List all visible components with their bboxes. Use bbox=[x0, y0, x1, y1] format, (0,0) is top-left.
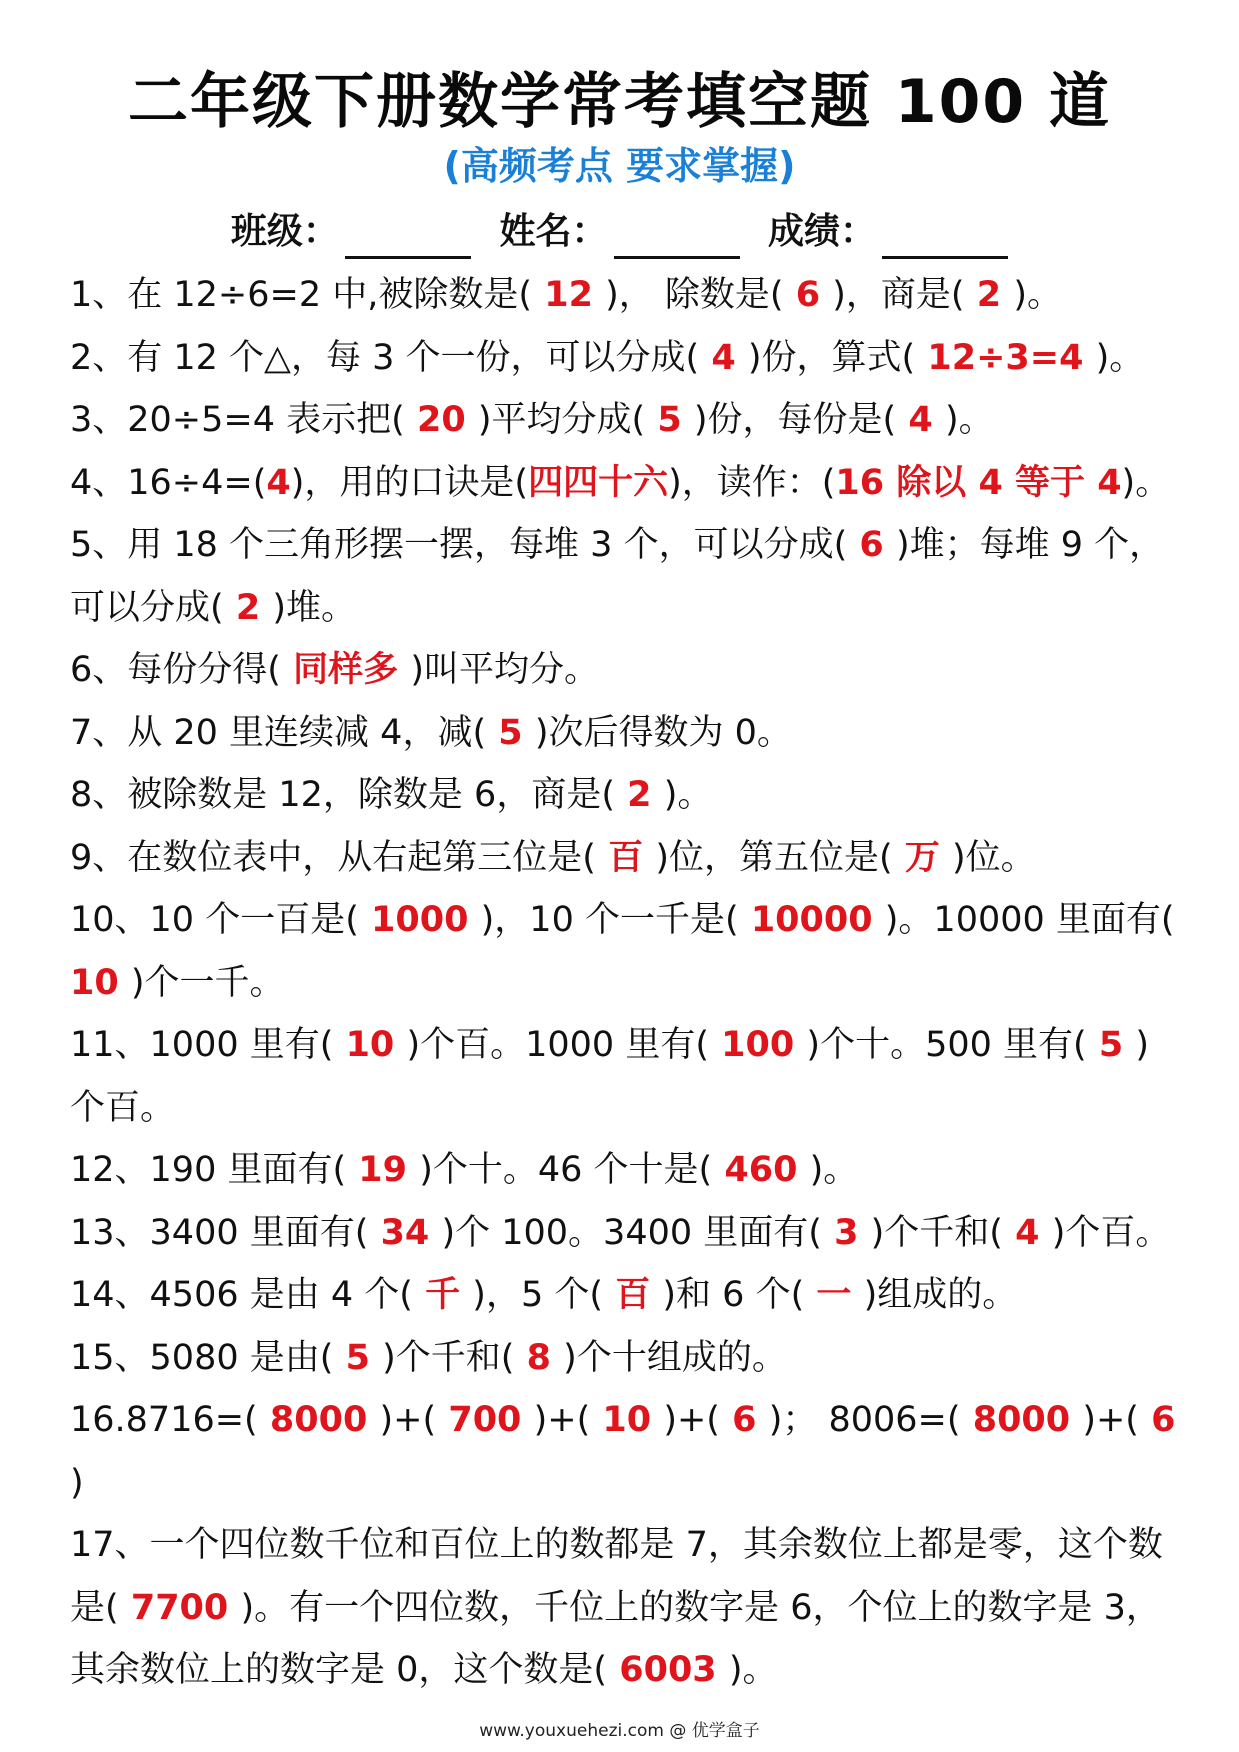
answer-text: 5 bbox=[645, 400, 694, 440]
question-text: )。 bbox=[728, 1650, 778, 1690]
question-text: )+( bbox=[1082, 1400, 1139, 1440]
question-text: 13、3400 里面有( bbox=[70, 1212, 369, 1253]
question-text: )+( bbox=[533, 1400, 591, 1440]
question-item bbox=[70, 1014, 1180, 1139]
answer-text: 10 bbox=[70, 962, 131, 1003]
question-text: 6、每份分得( bbox=[70, 650, 281, 690]
question-text: )次后得数为 0。 bbox=[534, 712, 792, 753]
question-text: )叫平均分。 bbox=[410, 650, 599, 690]
answer-text: 700 bbox=[436, 1400, 534, 1440]
question-text: )，读作：( bbox=[668, 462, 836, 503]
question-text: )份，每份是( bbox=[693, 400, 897, 440]
question-text: )。 bbox=[1095, 337, 1145, 378]
question-item bbox=[70, 1327, 1180, 1390]
question-text: 12、190 里面有( bbox=[70, 1150, 347, 1190]
question-item bbox=[70, 327, 1180, 390]
question-text: ) bbox=[70, 1462, 84, 1503]
answer-text: 4 bbox=[699, 337, 748, 378]
answer-text: 同样多 bbox=[280, 650, 411, 690]
question-item bbox=[70, 1139, 1180, 1202]
answer-text: 6 bbox=[1138, 1400, 1176, 1440]
question-text: )，用的口诀是( bbox=[290, 462, 529, 503]
question-text: )个百。 bbox=[1051, 1212, 1171, 1253]
question-text: )堆；每堆 9 个，可以分成( bbox=[70, 525, 1165, 628]
answer-text: 12 bbox=[532, 275, 606, 315]
answer-text: 4 bbox=[1002, 1212, 1052, 1253]
answer-text: 万 bbox=[892, 837, 952, 878]
question-item bbox=[70, 764, 1180, 827]
question-text: )组成的。 bbox=[863, 1275, 1018, 1315]
answer-text: 4 bbox=[896, 400, 945, 440]
footer-watermark: www.youxuehezi.com @ 优学盒子 bbox=[479, 1721, 760, 1741]
question-text: )平均分成( bbox=[477, 400, 646, 440]
answer-text: 6003 bbox=[607, 1650, 729, 1690]
answer-text: 5 bbox=[333, 1337, 383, 1378]
answer-text: 千 bbox=[412, 1275, 473, 1315]
answer-text: 8000 bbox=[257, 1400, 380, 1440]
answer-text: 5 bbox=[486, 712, 535, 753]
question-text: )，10 个一千是( bbox=[480, 900, 739, 940]
answer-text: 19 bbox=[346, 1150, 420, 1190]
question-text: 17、一个四位数千位和百位上的数都是 7，其余数位上都是零，这个数是( bbox=[70, 1525, 1163, 1628]
question-text: )位，第五位是( bbox=[655, 837, 893, 878]
student-info-fields bbox=[0, 205, 1239, 259]
question-item bbox=[70, 702, 1180, 765]
answer-text: 20 bbox=[404, 400, 478, 440]
name-label: 姓名： bbox=[499, 211, 608, 252]
question-text: 3、20÷5=4 表示把( bbox=[70, 400, 405, 440]
question-text: )个一千。 bbox=[130, 962, 285, 1003]
question-text: )。 bbox=[1013, 275, 1062, 315]
question-item bbox=[70, 889, 1180, 1014]
name-field bbox=[499, 205, 739, 259]
answer-text: 四四十六 bbox=[528, 462, 669, 503]
question-item bbox=[70, 514, 1180, 639]
answer-text: 16 除以 4 等于 4 bbox=[835, 462, 1122, 503]
question-item bbox=[70, 452, 1180, 515]
answer-text: 8000 bbox=[960, 1400, 1083, 1440]
question-item bbox=[70, 1264, 1180, 1327]
question-item bbox=[70, 1202, 1180, 1265]
question-text: 10、10 个一百是( bbox=[70, 900, 359, 940]
answer-text: 6 bbox=[847, 525, 896, 565]
answer-text: 100 bbox=[708, 1025, 807, 1065]
answer-text: 10 bbox=[333, 1025, 407, 1065]
class-field bbox=[231, 205, 471, 259]
question-text: )个百。1000 里有( bbox=[406, 1025, 709, 1065]
question-text: )。 bbox=[1121, 462, 1171, 503]
name-blank[interactable] bbox=[614, 216, 740, 259]
question-text: )堆。 bbox=[272, 587, 357, 628]
question-text: )个千和( bbox=[870, 1212, 1003, 1253]
answer-text: 2 bbox=[614, 775, 664, 815]
question-text: 7、从 20 里连续减 4，减( bbox=[70, 712, 487, 753]
answer-text: 1000 bbox=[358, 900, 481, 940]
question-text: 2、有 12 个△，每 3 个一份，可以分成( bbox=[70, 337, 700, 378]
score-field bbox=[768, 205, 1008, 259]
question-text: )，商是( bbox=[832, 275, 965, 315]
page-subtitle: (高频考点 要求掌握) bbox=[443, 144, 796, 188]
answer-text: 7700 bbox=[118, 1587, 241, 1628]
question-text: )； 8006=( bbox=[768, 1400, 961, 1440]
class-label: 班级： bbox=[230, 211, 339, 252]
question-item bbox=[70, 1389, 1180, 1514]
question-text: )个百。 bbox=[70, 1025, 1150, 1128]
question-text: )个千和( bbox=[382, 1337, 515, 1378]
question-text: )， 除数是( bbox=[605, 275, 784, 315]
question-item bbox=[70, 1514, 1180, 1702]
answer-text: 4 bbox=[266, 462, 291, 503]
question-text: )个十。500 里有( bbox=[806, 1025, 1087, 1065]
answer-text: 3 bbox=[821, 1212, 871, 1253]
answer-text: 6 bbox=[719, 1400, 769, 1440]
answer-text: 6 bbox=[783, 275, 833, 315]
answer-text: 一 bbox=[804, 1275, 864, 1315]
question-text: 8、被除数是 12，除数是 6，商是( bbox=[70, 775, 615, 815]
answer-text: 12÷3=4 bbox=[915, 337, 1096, 378]
question-text: 15、5080 是由( bbox=[70, 1337, 334, 1378]
page-title: 二年级下册数学常考填空题 100 道 bbox=[127, 67, 1112, 137]
answer-text: 百 bbox=[595, 837, 656, 878]
question-text: )。 bbox=[809, 1150, 859, 1190]
question-text: 11、1000 里有( bbox=[70, 1025, 334, 1065]
answer-text: 460 bbox=[712, 1150, 810, 1190]
answer-text: 百 bbox=[603, 1275, 663, 1315]
question-item bbox=[70, 389, 1180, 452]
question-text: )份，算式( bbox=[747, 337, 916, 378]
question-item bbox=[70, 827, 1180, 890]
question-text: )位。 bbox=[952, 837, 1036, 878]
answer-text: 5 bbox=[1086, 1025, 1136, 1065]
question-text: 4、16÷4=( bbox=[70, 462, 267, 503]
question-text: )。10000 里面有( bbox=[884, 900, 1175, 940]
question-text: 1、在 12÷6=2 中,被除数是( bbox=[70, 275, 533, 315]
question-text: )。 bbox=[663, 775, 713, 815]
question-text: )+( bbox=[379, 1400, 437, 1440]
question-text: 5、用 18 个三角形摆一摆，每堆 3 个，可以分成( bbox=[70, 525, 848, 565]
question-text: 9、在数位表中，从右起第三位是( bbox=[70, 837, 596, 878]
class-blank[interactable] bbox=[345, 216, 471, 259]
question-text: )+( bbox=[663, 1400, 720, 1440]
answer-text: 34 bbox=[368, 1212, 442, 1253]
question-text: )个十组成的。 bbox=[563, 1337, 787, 1378]
question-text: )和 6 个( bbox=[662, 1275, 805, 1315]
answer-text: 8 bbox=[514, 1337, 564, 1378]
question-text: )。有一个四位数，千位上的数字是 6，个位上的数字是 3，其余数位上的数字是 0，这个数是( bbox=[70, 1587, 1161, 1690]
question-text: )个 100。3400 里面有( bbox=[441, 1212, 822, 1253]
score-blank[interactable] bbox=[882, 216, 1008, 259]
question-item bbox=[70, 639, 1180, 702]
answer-text: 2 bbox=[223, 587, 273, 628]
question-text: )。 bbox=[944, 400, 994, 440]
question-item bbox=[70, 264, 1180, 327]
question-text: 14、4506 是由 4 个( bbox=[70, 1275, 413, 1315]
score-label: 成绩： bbox=[768, 211, 877, 252]
question-text: 16.8716=( bbox=[70, 1400, 258, 1440]
question-list bbox=[70, 264, 1180, 1702]
question-text: )，5 个( bbox=[472, 1275, 604, 1315]
answer-text: 2 bbox=[964, 275, 1014, 315]
answer-text: 10000 bbox=[738, 900, 885, 940]
answer-text: 10 bbox=[590, 1400, 664, 1440]
question-text: )个十。46 个十是( bbox=[419, 1150, 713, 1190]
